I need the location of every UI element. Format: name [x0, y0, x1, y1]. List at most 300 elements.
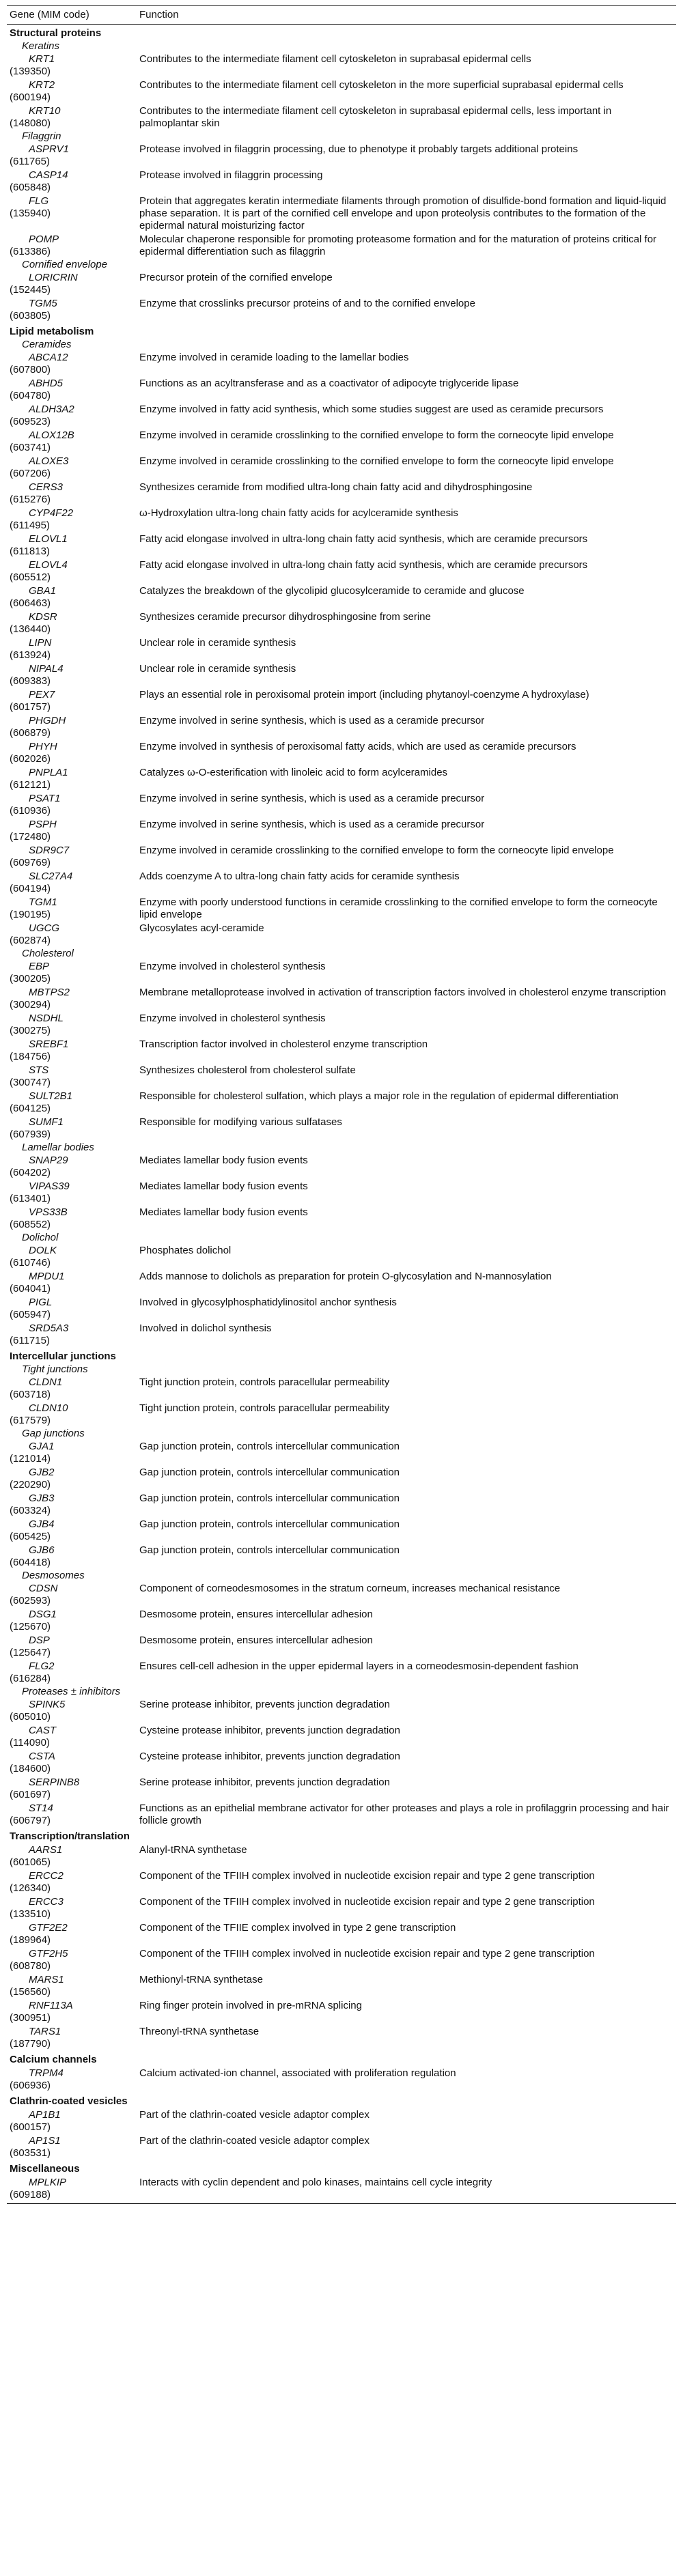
function-cell: Interacts with cyclin dependent and polo kinases, maintains cell cycle integrity: [139, 2177, 492, 2188]
mim-code: (604418): [10, 1557, 51, 1568]
table-row: [7, 377, 676, 403]
category-heading: Structural proteins: [10, 27, 102, 39]
gene-symbol: CSTA: [29, 1751, 55, 1762]
mim-code: (125670): [10, 1621, 51, 1632]
gene-cell: [7, 53, 137, 79]
table-row: [7, 143, 676, 169]
gene-cell: [7, 1660, 137, 1686]
function-cell: Component of the TFIIE complex involved in type 2 gene transcription: [139, 1922, 456, 1934]
gene-cell: [7, 1012, 137, 1038]
table-row: [7, 2067, 676, 2093]
function-cell: Unclear role in ceramide synthesis: [139, 637, 296, 649]
gene-symbol: CERS3: [29, 481, 64, 493]
gene-cell: [7, 1947, 137, 1973]
gene-cell: [7, 104, 137, 130]
mim-code: (606463): [10, 597, 51, 609]
table-row: [7, 636, 676, 662]
mim-code: (300275): [10, 1025, 51, 1036]
gene-symbol: ALDH3A2: [29, 404, 74, 415]
subgroup-row: [7, 1686, 676, 1698]
function-cell: Cysteine protease inhibitor, prevents junction degradation: [139, 1725, 400, 1736]
table-row: [7, 297, 676, 323]
gene-symbol: SERPINB8: [29, 1777, 80, 1788]
function-cell: Plays an essential role in peroxisomal protein import (including phytanoyl-coenzyme A hydroxylase): [139, 689, 589, 700]
gene-cell: [7, 1376, 137, 1402]
subgroup-heading: Cholesterol: [22, 948, 74, 959]
function-cell: Threonyl-tRNA synthetase: [139, 2026, 260, 2037]
gene-cell: [7, 1724, 137, 1750]
mim-code: (603718): [10, 1389, 51, 1400]
table-row: [7, 1660, 676, 1686]
gene-cell: [7, 986, 137, 1012]
mim-code: (604125): [10, 1103, 51, 1114]
function-cell: Mediates lamellar body fusion events: [139, 1180, 308, 1192]
mim-code: (613924): [10, 649, 51, 661]
gene-cell: [7, 507, 137, 533]
category-heading: Lipid metabolism: [10, 326, 94, 337]
gene-symbol: ALOXE3: [29, 455, 69, 467]
function-cell: Synthesizes cholesterol from cholesterol sulfate: [139, 1064, 356, 1076]
category-heading: Clathrin-coated vesicles: [10, 2095, 128, 2107]
mim-code: (156560): [10, 1986, 51, 1998]
mim-code: (609769): [10, 857, 51, 868]
table-row: [7, 1064, 676, 1090]
table-row: [7, 1776, 676, 1802]
mim-code: (615276): [10, 494, 51, 505]
subgroup-row: [7, 1570, 676, 1582]
table-row: [7, 1634, 676, 1660]
table-bottom-rule: [7, 2202, 676, 2204]
gene-symbol: KDSR: [29, 611, 57, 623]
table-row: [7, 688, 676, 714]
mim-code: (133510): [10, 1908, 51, 1920]
gene-symbol: ELOVL4: [29, 559, 68, 571]
table-row: [7, 2025, 676, 2051]
table-row: [7, 1322, 676, 1348]
category-row: [7, 2160, 676, 2176]
gene-symbol: TGM1: [29, 896, 57, 908]
gene-symbol: PHGDH: [29, 715, 66, 726]
mim-code: (612121): [10, 779, 51, 791]
function-cell: Gap junction protein, controls intercellular communication: [139, 1492, 400, 1504]
gene-cell: [7, 2025, 137, 2051]
gene-cell: [7, 688, 137, 714]
gene-symbol: ELOVL1: [29, 533, 68, 545]
gene-cell: [7, 1180, 137, 1206]
subgroup-row: [7, 259, 676, 271]
mim-code: (603741): [10, 442, 51, 453]
table-row: [7, 740, 676, 766]
table-row: [7, 818, 676, 844]
gene-cell: [7, 1999, 137, 2025]
subgroup-heading: Desmosomes: [22, 1570, 85, 1581]
mim-code: (605848): [10, 182, 51, 193]
gene-symbol: EBP: [29, 961, 50, 972]
function-cell: Synthesizes ceramide from modified ultra-long chain fatty acid and dihydrosphingosine: [139, 481, 533, 493]
mim-code: (617579): [10, 1415, 51, 1426]
gene-cell: [7, 1154, 137, 1180]
gene-symbol: ABCA12: [29, 352, 68, 363]
table-row: [7, 1296, 676, 1322]
gene-symbol: GTF2E2: [29, 1922, 68, 1934]
gene-cell: [7, 960, 137, 986]
function-cell: Protease involved in filaggrin processing: [139, 169, 323, 181]
gene-cell: [7, 610, 137, 636]
subgroup-heading: Ceramides: [22, 339, 72, 350]
gene-cell: [7, 1116, 137, 1142]
function-cell: Serine protease inhibitor, prevents junction degradation: [139, 1777, 390, 1788]
table-row: [7, 1973, 676, 1999]
table-row: [7, 2176, 676, 2202]
gene-symbol: GTF2H5: [29, 1948, 68, 1959]
gene-symbol: TRPM4: [29, 2067, 64, 2079]
table-row: [7, 844, 676, 870]
table-row: [7, 1608, 676, 1634]
table-row: [7, 271, 676, 297]
gene-symbol: DOLK: [29, 1245, 57, 1256]
table-row: [7, 1090, 676, 1116]
gene-cell: [7, 1973, 137, 1999]
table-row: [7, 986, 676, 1012]
mim-code: (602026): [10, 753, 51, 765]
mim-code: (602593): [10, 1595, 51, 1607]
gene-symbol: AARS1: [29, 1844, 63, 1856]
table-row: [7, 53, 676, 79]
table-row: [7, 1466, 676, 1492]
mim-code: (611765): [10, 156, 50, 167]
gene-cell: [7, 403, 137, 429]
function-cell: Enzyme involved in fatty acid synthesis, which some studies suggest are used as ceramide precursors: [139, 404, 604, 415]
gene-cell: [7, 792, 137, 818]
table-row: [7, 610, 676, 636]
subgroup-heading: Lamellar bodies: [22, 1142, 94, 1153]
mim-code: (610746): [10, 1257, 51, 1269]
mim-code: (135940): [10, 208, 51, 219]
mim-code: (300747): [10, 1077, 51, 1088]
table-row: [7, 662, 676, 688]
table-row: [7, 195, 676, 233]
gene-cell: [7, 1466, 137, 1492]
function-cell: Enzyme involved in ceramide crosslinking to the cornified envelope to form the corneocyte lipid envelope: [139, 455, 614, 467]
subgroup-row: [7, 339, 676, 351]
gene-cell: [7, 429, 137, 455]
gene-symbol: AP1S1: [29, 2135, 61, 2147]
mim-code: (606879): [10, 727, 51, 739]
mim-code: (601065): [10, 1856, 51, 1868]
gene-cell: [7, 2176, 137, 2202]
subgroup-heading: Proteases ± inhibitors: [22, 1686, 121, 1697]
gene-symbol: SREBF1: [29, 1038, 69, 1050]
mim-code: (609188): [10, 2189, 51, 2200]
function-cell: Serine protease inhibitor, prevents junction degradation: [139, 1699, 390, 1710]
gene-cell: [7, 870, 137, 896]
function-cell: Gap junction protein, controls intercellular communication: [139, 1441, 400, 1452]
gene-cell: [7, 533, 137, 558]
gene-symbol: MARS1: [29, 1974, 64, 1985]
gene-symbol: PHYH: [29, 741, 57, 752]
gene-symbol: PSPH: [29, 819, 57, 830]
table-row: [7, 1206, 676, 1232]
gene-symbol: ALOX12B: [29, 429, 74, 441]
function-cell: Synthesizes ceramide precursor dihydrosphingosine from serine: [139, 611, 431, 623]
table-row: [7, 1518, 676, 1544]
table-row: [7, 533, 676, 558]
gene-cell: [7, 1608, 137, 1634]
function-cell: Contributes to the intermediate filament cell cytoskeleton in the more superficial suprabasal epidermal cells: [139, 79, 624, 91]
subgroup-row: [7, 130, 676, 143]
subgroup-row: [7, 1363, 676, 1376]
mim-code: (603805): [10, 310, 51, 322]
function-cell: Glycosylates acyl-ceramide: [139, 922, 264, 934]
gene-cell: [7, 584, 137, 610]
table-row: [7, 104, 676, 130]
function-cell: Enzyme involved in ceramide crosslinking to the cornified envelope to form the corneocyte lipid envelope: [139, 429, 614, 441]
mim-code: (605947): [10, 1309, 51, 1320]
gene-symbol: RNF113A: [29, 2000, 73, 2011]
gene-cell: [7, 1038, 137, 1064]
table-row: [7, 1869, 676, 1895]
gene-symbol: GBA1: [29, 585, 57, 597]
table-row: [7, 1750, 676, 1776]
table-row: [7, 507, 676, 533]
category-heading: Intercellular junctions: [10, 1350, 116, 1362]
table-row: [7, 429, 676, 455]
function-cell: Gap junction protein, controls intercellular communication: [139, 1467, 400, 1478]
gene-cell: [7, 844, 137, 870]
mim-code: (602874): [10, 935, 51, 946]
mim-code: (605425): [10, 1531, 51, 1542]
mim-code: (609523): [10, 416, 51, 427]
gene-cell: [7, 169, 137, 195]
category-heading: Calcium channels: [10, 2054, 97, 2065]
function-cell: Enzyme involved in synthesis of peroxisomal fatty acids, which are used as ceramide precursors: [139, 741, 576, 752]
gene-symbol: CAST: [29, 1725, 57, 1736]
gene-symbol: SLC27A4: [29, 871, 73, 882]
function-cell: Alanyl-tRNA synthetase: [139, 1844, 247, 1856]
gene-cell: [7, 1921, 137, 1947]
table-row: [7, 584, 676, 610]
mim-code: (611495): [10, 520, 50, 531]
table-row: [7, 1999, 676, 2025]
gene-symbol: NSDHL: [29, 1013, 64, 1024]
function-cell: Functions as an epithelial membrane activator for other proteases and plays a role in profilaggrin processing and hair follicle growth: [139, 1802, 669, 1826]
subgroup-heading: Gap junctions: [22, 1428, 85, 1439]
function-cell: Unclear role in ceramide synthesis: [139, 663, 296, 675]
function-cell: Enzyme that crosslinks precursor proteins of and to the cornified envelope: [139, 298, 475, 309]
gene-symbol: SPINK5: [29, 1699, 66, 1710]
table-row: [7, 1402, 676, 1428]
mim-code: (610936): [10, 805, 51, 817]
mim-code: (139350): [10, 66, 51, 77]
gene-symbol: ERCC3: [29, 1896, 64, 1908]
gene-cell: [7, 1064, 137, 1090]
subgroup-heading: Cornified envelope: [22, 259, 108, 270]
gene-symbol: LORICRIN: [29, 272, 78, 283]
subgroup-row: [7, 1232, 676, 1244]
function-cell: Desmosome protein, ensures intercellular adhesion: [139, 1634, 373, 1646]
table-row: [7, 1012, 676, 1038]
category-heading: Miscellaneous: [10, 2163, 80, 2175]
table-row: [7, 922, 676, 948]
table-row: [7, 792, 676, 818]
mim-code: (136440): [10, 623, 51, 635]
mim-code: (189964): [10, 1934, 51, 1946]
gene-cell: [7, 2134, 137, 2160]
mim-code: (613386): [10, 246, 51, 257]
gene-cell: [7, 1440, 137, 1466]
function-cell: Contributes to the intermediate filament cell cytoskeleton in suprabasal epidermal cells, less important in palmoplantar skin: [139, 105, 612, 129]
mim-code: (148080): [10, 117, 51, 129]
gene-cell: [7, 1322, 137, 1348]
category-row: [7, 25, 676, 41]
function-cell: Protein that aggregates keratin intermediate filaments through promotion of disulfide-bond formation and liquid-liquid phase separation. It is part of the cornified cell envelope and upon proteolysis contributes to the formation of the epidermal natural moisturizing factor: [139, 195, 667, 231]
table-row: [7, 766, 676, 792]
function-cell: Enzyme involved in cholesterol synthesis: [139, 1013, 326, 1024]
gene-cell: [7, 896, 137, 922]
mim-code: (220290): [10, 1479, 51, 1490]
gene-symbol: MPDU1: [29, 1271, 65, 1282]
table-row: [7, 1921, 676, 1947]
mim-code: (613401): [10, 1193, 51, 1204]
subgroup-heading: Tight junctions: [22, 1363, 88, 1375]
gene-symbol: VIPAS39: [29, 1180, 70, 1192]
table-row: [7, 1440, 676, 1466]
gene-symbol: CLDN1: [29, 1376, 63, 1388]
function-cell: Ring finger protein involved in pre-mRNA splicing: [139, 2000, 362, 2011]
mim-code: (300951): [10, 2012, 51, 2024]
function-cell: Involved in dolichol synthesis: [139, 1322, 272, 1334]
gene-cell: [7, 1582, 137, 1608]
gene-symbol: DSP: [29, 1634, 50, 1646]
mim-code: (603531): [10, 2147, 51, 2159]
function-cell: Tight junction protein, controls paracellular permeability: [139, 1376, 390, 1388]
gene-symbol: FLG: [29, 195, 49, 207]
gene-symbol: MPLKIP: [29, 2177, 67, 2188]
table-row: [7, 481, 676, 507]
category-row: [7, 1828, 676, 1843]
mim-code: (600157): [10, 2121, 51, 2133]
gene-cell: [7, 1750, 137, 1776]
function-cell: Gap junction protein, controls intercellular communication: [139, 1518, 400, 1530]
mim-code: (190195): [10, 909, 51, 920]
mim-code: (606797): [10, 1815, 51, 1826]
gene-cell: [7, 1843, 137, 1869]
gene-cell: [7, 662, 137, 688]
gene-cell: [7, 1206, 137, 1232]
gene-symbol: GJB2: [29, 1467, 55, 1478]
function-cell: Calcium activated-ion channel, associated with proliferation regulation: [139, 2067, 456, 2079]
gene-symbol: SULT2B1: [29, 1090, 72, 1102]
mim-code: (601697): [10, 1789, 51, 1800]
mim-code: (609383): [10, 675, 51, 687]
gene-cell: [7, 195, 137, 233]
gene-symbol: PEX7: [29, 689, 55, 700]
gene-cell: [7, 1802, 137, 1828]
table-row: [7, 1270, 676, 1296]
gene-cell: [7, 1244, 137, 1270]
function-cell: Cysteine protease inhibitor, prevents junction degradation: [139, 1751, 400, 1762]
table-row: [7, 870, 676, 896]
function-cell: Fatty acid elongase involved in ultra-long chain fatty acid synthesis, which are ceramide precursors: [139, 533, 588, 545]
function-cell: Component of corneodesmosomes in the stratum corneum, increases mechanical resistance: [139, 1583, 561, 1594]
table-row: [7, 169, 676, 195]
function-cell: Phosphates dolichol: [139, 1245, 232, 1256]
table-row: [7, 403, 676, 429]
gene-symbol: ASPRV1: [29, 143, 69, 155]
table-row: [7, 233, 676, 259]
header-function: Function: [137, 6, 676, 25]
gene-symbol: KRT2: [29, 79, 55, 91]
function-cell: Precursor protein of the cornified envelope: [139, 272, 333, 283]
mim-code: (600194): [10, 91, 51, 103]
gene-symbol: LIPN: [29, 637, 52, 649]
function-cell: Part of the clathrin-coated vesicle adaptor complex: [139, 2109, 370, 2121]
gene-function-table: [7, 5, 676, 2204]
mim-code: (607206): [10, 468, 51, 479]
function-cell: Enzyme with poorly understood functions in ceramide crosslinking to the cornified envelope to form the corneocyte lipid envelope: [139, 896, 658, 920]
table-row: [7, 1698, 676, 1724]
gene-symbol: ERCC2: [29, 1870, 64, 1882]
gene-symbol: SDR9C7: [29, 845, 70, 856]
gene-cell: [7, 766, 137, 792]
subgroup-heading: Filaggrin: [22, 130, 61, 142]
function-cell: Desmosome protein, ensures intercellular adhesion: [139, 1609, 373, 1620]
gene-symbol: SRD5A3: [29, 1322, 69, 1334]
mim-code: (184600): [10, 1763, 51, 1774]
function-cell: Contributes to the intermediate filament cell cytoskeleton in suprabasal epidermal cells: [139, 53, 531, 65]
function-cell: Enzyme involved in serine synthesis, which is used as a ceramide precursor: [139, 793, 485, 804]
gene-cell: [7, 818, 137, 844]
function-cell: Responsible for cholesterol sulfation, which plays a major role in the regulation of epidermal differentiation: [139, 1090, 619, 1102]
function-cell: Tight junction protein, controls paracellular permeability: [139, 1402, 390, 1414]
function-cell: Methionyl-tRNA synthetase: [139, 1974, 263, 1985]
table-row: [7, 79, 676, 104]
mim-code: (603324): [10, 1505, 51, 1516]
gene-symbol: SUMF1: [29, 1116, 64, 1128]
gene-cell: [7, 1296, 137, 1322]
gene-symbol: CASP14: [29, 169, 68, 181]
table-body: [7, 25, 676, 2203]
gene-cell: [7, 922, 137, 948]
gene-symbol: PIGL: [29, 1297, 53, 1308]
gene-cell: [7, 1402, 137, 1428]
gene-cell: [7, 558, 137, 584]
function-cell: Protease involved in filaggrin processing, due to phenotype it probably targets additional proteins: [139, 143, 579, 155]
gene-symbol: CLDN10: [29, 1402, 68, 1414]
table-row: [7, 1843, 676, 1869]
table-row: [7, 960, 676, 986]
gene-cell: [7, 351, 137, 377]
gene-cell: [7, 636, 137, 662]
table-row: [7, 1116, 676, 1142]
function-cell: Part of the clathrin-coated vesicle adaptor complex: [139, 2135, 370, 2147]
function-cell: Fatty acid elongase involved in ultra-long chain fatty acid synthesis, which are ceramide precursors: [139, 559, 588, 571]
gene-cell: [7, 1698, 137, 1724]
gene-cell: [7, 1492, 137, 1518]
mim-code: (604202): [10, 1167, 51, 1178]
gene-cell: [7, 1634, 137, 1660]
mim-code: (126340): [10, 1882, 51, 1894]
mim-code: (184756): [10, 1051, 51, 1062]
table-row: [7, 1492, 676, 1518]
function-cell: ω-Hydroxylation ultra-long chain fatty acids for acylceramide synthesis: [139, 507, 458, 519]
gene-symbol: SNAP29: [29, 1155, 68, 1166]
mim-code: (172480): [10, 831, 51, 843]
function-cell: Ensures cell-cell adhesion in the upper epidermal layers in a corneodesmosin-dependent fashion: [139, 1660, 579, 1672]
table-row: [7, 351, 676, 377]
function-cell: Enzyme involved in ceramide crosslinking to the cornified envelope to form the corneocyte lipid envelope: [139, 845, 614, 856]
gene-cell: [7, 740, 137, 766]
